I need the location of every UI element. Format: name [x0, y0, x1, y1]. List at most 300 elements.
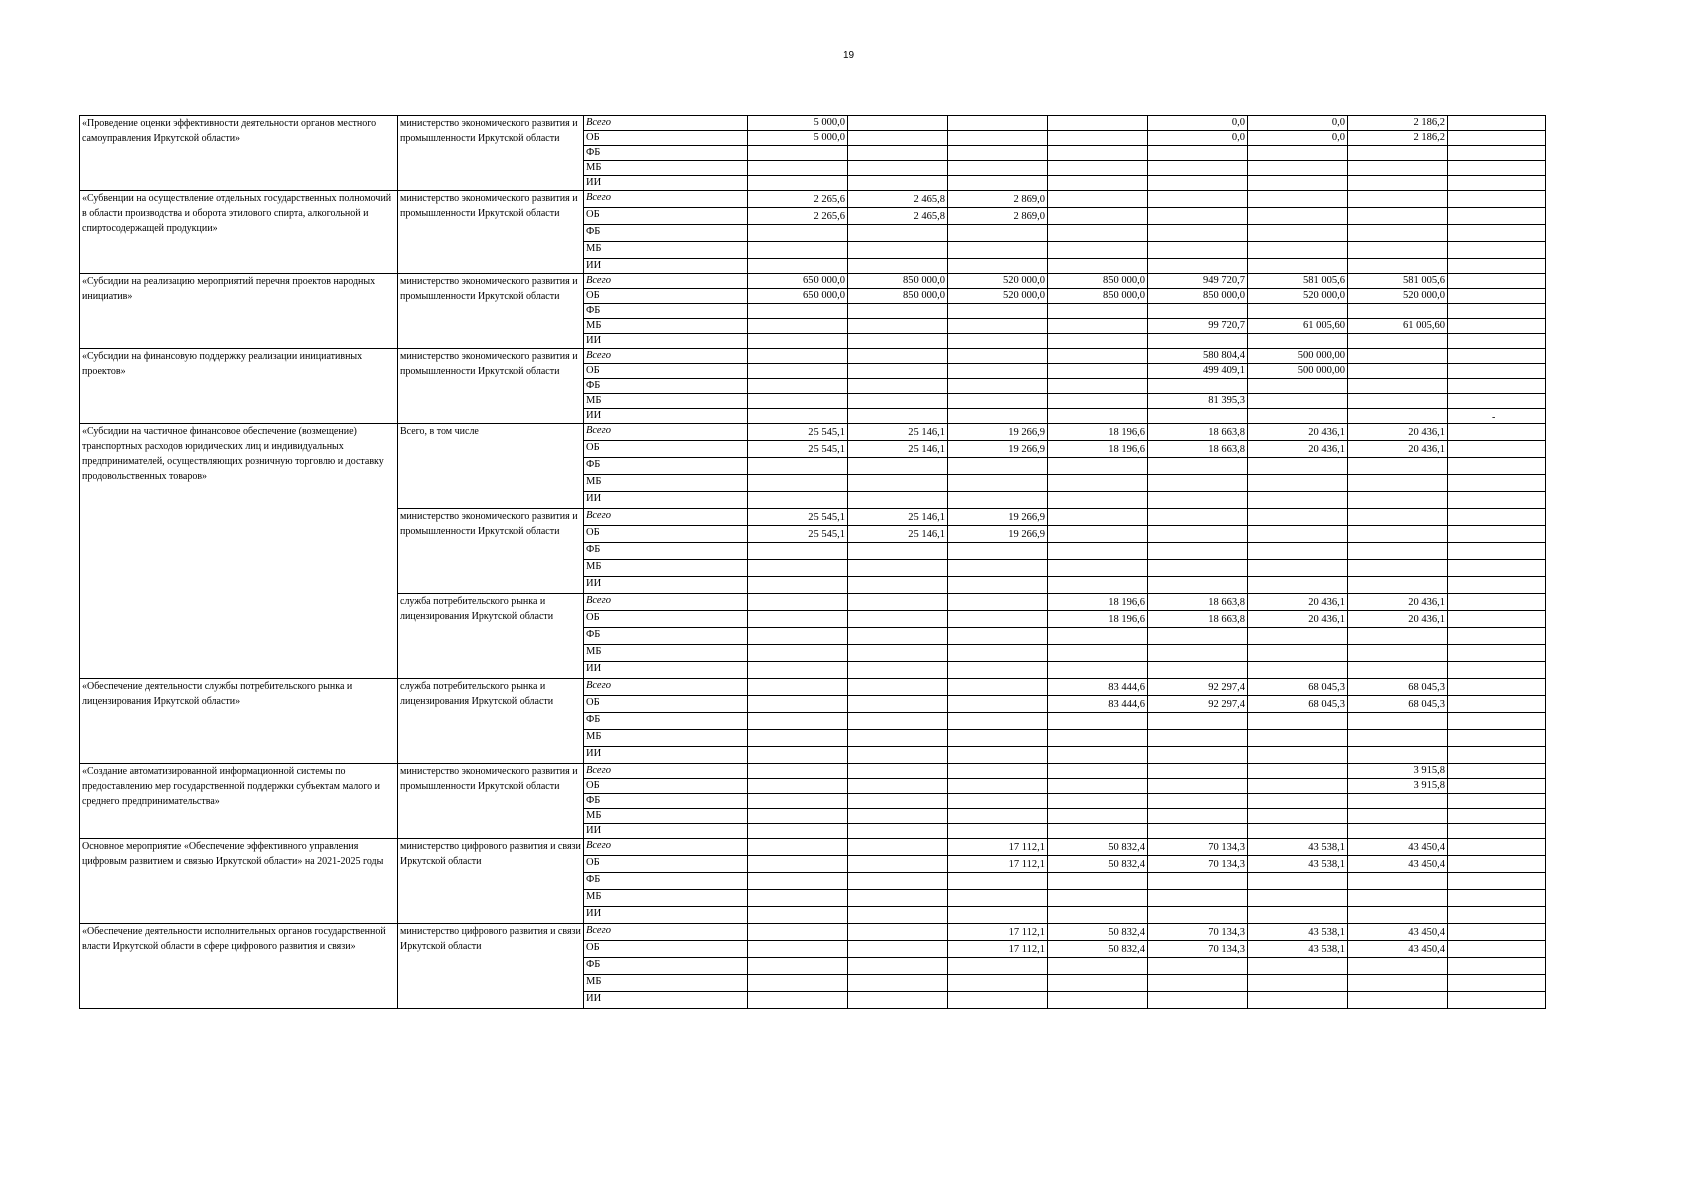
amount-cell: 25 545,1 [748, 424, 848, 441]
amount-cell [1348, 242, 1448, 259]
amount-cell: 499 409,1 [1148, 364, 1248, 379]
amount-cell: 2 265,6 [748, 191, 848, 208]
amount-cell [1348, 628, 1448, 645]
amount-cell [1248, 208, 1348, 225]
amount-cell [1148, 161, 1248, 176]
amount-cell: 0,0 [1248, 116, 1348, 131]
amount-cell [1148, 958, 1248, 975]
amount-cell [848, 116, 948, 131]
amount-cell: 20 436,1 [1348, 441, 1448, 458]
amount-cell [1348, 259, 1448, 274]
amount-cell [1448, 611, 1546, 628]
amount-cell: 500 000,00 [1248, 349, 1348, 364]
amount-cell [1348, 409, 1448, 424]
amount-cell: 92 297,4 [1148, 679, 1248, 696]
amount-cell [1448, 958, 1546, 975]
amount-cell [1248, 394, 1348, 409]
amount-cell [748, 794, 848, 809]
funding-source: ИИ [584, 747, 748, 764]
amount-cell [748, 475, 848, 492]
amount-cell [848, 824, 948, 839]
amount-cell [848, 349, 948, 364]
funding-source: Всего [584, 924, 748, 941]
executor-name: министерство экономического развития и промышленности Иркутской области [398, 509, 584, 594]
amount-cell [948, 176, 1048, 191]
amount-cell [948, 890, 1048, 907]
amount-cell: 581 005,6 [1248, 274, 1348, 289]
funding-source: МБ [584, 645, 748, 662]
amount-cell [1048, 526, 1148, 543]
amount-cell [1048, 225, 1148, 242]
funding-source: МБ [584, 975, 748, 992]
amount-cell [1048, 379, 1148, 394]
funding-source: ИИ [584, 409, 748, 424]
amount-cell: 68 045,3 [1248, 679, 1348, 696]
amount-cell [1148, 713, 1248, 730]
amount-cell: 43 538,1 [1248, 924, 1348, 941]
amount-cell [1348, 364, 1448, 379]
amount-cell [1248, 873, 1348, 890]
amount-cell [848, 856, 948, 873]
amount-cell [948, 492, 1048, 509]
amount-cell: 850 000,0 [848, 289, 948, 304]
amount-cell [1048, 116, 1148, 131]
amount-cell [1048, 191, 1148, 208]
amount-cell [848, 779, 948, 794]
funding-source: ОБ [584, 941, 748, 958]
amount-cell [848, 730, 948, 747]
amount-cell [948, 594, 1048, 611]
amount-cell [948, 809, 1048, 824]
funding-source: ФБ [584, 628, 748, 645]
amount-cell [1448, 131, 1546, 146]
amount-cell [1248, 146, 1348, 161]
amount-cell [1148, 458, 1248, 475]
amount-cell [1148, 409, 1248, 424]
amount-cell [1448, 191, 1546, 208]
amount-cell [1048, 409, 1148, 424]
amount-cell: 25 146,1 [848, 509, 948, 526]
amount-cell [1248, 191, 1348, 208]
amount-cell: 500 000,00 [1248, 364, 1348, 379]
amount-cell [1448, 379, 1546, 394]
amount-cell [1148, 492, 1248, 509]
funding-source: ФБ [584, 873, 748, 890]
amount-cell [1248, 304, 1348, 319]
measure-name: «Субсидии на реализацию мероприятий перечня проектов народных инициатив» [80, 274, 398, 349]
funding-source: ИИ [584, 992, 748, 1009]
funding-source: ФБ [584, 543, 748, 560]
amount-cell [1348, 794, 1448, 809]
amount-cell [1048, 873, 1148, 890]
amount-cell [1048, 304, 1148, 319]
amount-cell: 3 915,8 [1348, 764, 1448, 779]
amount-cell [1148, 992, 1248, 1009]
amount-cell: 2 186,2 [1348, 131, 1448, 146]
amount-cell: 17 112,1 [948, 856, 1048, 873]
amount-cell [1148, 907, 1248, 924]
amount-cell [1048, 713, 1148, 730]
amount-cell [1448, 662, 1546, 679]
amount-cell [748, 242, 848, 259]
funding-source: ФБ [584, 958, 748, 975]
amount-cell: 61 005,60 [1348, 319, 1448, 334]
amount-cell [948, 458, 1048, 475]
amount-cell [1348, 809, 1448, 824]
amount-cell [1248, 730, 1348, 747]
amount-cell [1048, 492, 1148, 509]
amount-cell [1248, 975, 1348, 992]
executor-name: министерство экономического развития и промышленности Иркутской области [398, 191, 584, 274]
amount-cell [1248, 713, 1348, 730]
amount-cell [1348, 890, 1448, 907]
funding-source: ОБ [584, 208, 748, 225]
amount-cell [1448, 679, 1546, 696]
amount-cell [1048, 747, 1148, 764]
amount-cell [1048, 509, 1148, 526]
amount-cell [948, 146, 1048, 161]
amount-cell [748, 992, 848, 1009]
amount-cell [1248, 560, 1348, 577]
amount-cell: 520 000,0 [948, 274, 1048, 289]
amount-cell: 50 832,4 [1048, 856, 1148, 873]
amount-cell [1448, 146, 1546, 161]
amount-cell [1448, 594, 1546, 611]
amount-cell [1048, 824, 1148, 839]
amount-cell [848, 492, 948, 509]
amount-cell [1148, 779, 1248, 794]
amount-cell [748, 907, 848, 924]
amount-cell: 99 720,7 [1148, 319, 1248, 334]
amount-cell [1448, 319, 1546, 334]
measure-name: Основное мероприятие «Обеспечение эффективного управления цифровым развитием и связью Иркутской области» на 2021-2025 годы [80, 839, 398, 924]
amount-cell: 19 266,9 [948, 441, 1048, 458]
amount-cell [1348, 208, 1448, 225]
amount-cell: 25 146,1 [848, 441, 948, 458]
amount-cell [1248, 907, 1348, 924]
amount-cell [1048, 890, 1148, 907]
amount-cell [1148, 794, 1248, 809]
funding-source: ИИ [584, 577, 748, 594]
amount-cell [748, 730, 848, 747]
funding-source: ОБ [584, 696, 748, 713]
amount-cell [748, 334, 848, 349]
amount-cell: 25 545,1 [748, 526, 848, 543]
amount-cell [848, 992, 948, 1009]
amount-cell [848, 146, 948, 161]
table-row [80, 116, 1546, 131]
amount-cell [848, 560, 948, 577]
amount-cell [1348, 176, 1448, 191]
amount-cell: 5 000,0 [748, 131, 848, 146]
amount-cell [1448, 873, 1546, 890]
amount-cell [1448, 208, 1546, 225]
amount-cell [1248, 334, 1348, 349]
amount-cell [1148, 628, 1248, 645]
funding-source: ИИ [584, 259, 748, 274]
amount-cell [1448, 334, 1546, 349]
amount-cell: 18 196,6 [1048, 611, 1148, 628]
amount-cell [1148, 509, 1248, 526]
amount-cell: 83 444,6 [1048, 679, 1148, 696]
amount-cell: 19 266,9 [948, 526, 1048, 543]
amount-cell [848, 764, 948, 779]
funding-source: ИИ [584, 662, 748, 679]
funding-source: ОБ [584, 856, 748, 873]
amount-cell [1448, 856, 1546, 873]
amount-cell [1348, 577, 1448, 594]
amount-cell [848, 577, 948, 594]
amount-cell [948, 577, 1048, 594]
amount-cell [1148, 208, 1248, 225]
amount-cell [748, 747, 848, 764]
amount-cell [948, 975, 1048, 992]
amount-cell [1048, 364, 1148, 379]
amount-cell [1248, 458, 1348, 475]
amount-cell [1048, 560, 1148, 577]
amount-cell [1348, 334, 1448, 349]
amount-cell [1448, 289, 1546, 304]
funding-source: Всего [584, 191, 748, 208]
amount-cell: 2 465,8 [848, 191, 948, 208]
amount-cell [1248, 379, 1348, 394]
amount-cell [1248, 662, 1348, 679]
funding-source: Всего [584, 679, 748, 696]
amount-cell: 20 436,1 [1348, 611, 1448, 628]
amount-cell [848, 594, 948, 611]
funding-source: ОБ [584, 289, 748, 304]
funding-source: ОБ [584, 441, 748, 458]
funding-source: ОБ [584, 526, 748, 543]
funding-source: МБ [584, 560, 748, 577]
amount-cell: 81 395,3 [1148, 394, 1248, 409]
amount-cell [848, 131, 948, 146]
amount-cell [1348, 873, 1448, 890]
amount-cell [748, 924, 848, 941]
amount-cell [1248, 543, 1348, 560]
amount-cell [1348, 304, 1448, 319]
amount-cell [1048, 907, 1148, 924]
amount-cell: 17 112,1 [948, 839, 1048, 856]
amount-cell [1048, 349, 1148, 364]
amount-cell [948, 116, 1048, 131]
amount-cell [748, 458, 848, 475]
amount-cell [1348, 713, 1448, 730]
amount-cell [848, 696, 948, 713]
amount-cell [1148, 730, 1248, 747]
amount-cell: 520 000,0 [1248, 289, 1348, 304]
funding-source: ФБ [584, 225, 748, 242]
amount-cell [748, 628, 848, 645]
amount-cell [1448, 992, 1546, 1009]
amount-cell: 92 297,4 [1148, 696, 1248, 713]
amount-cell [1448, 890, 1546, 907]
amount-cell: 0,0 [1148, 116, 1248, 131]
amount-cell [1048, 794, 1148, 809]
amount-cell [748, 611, 848, 628]
table-row [80, 191, 1546, 208]
amount-cell [848, 334, 948, 349]
amount-cell [1448, 543, 1546, 560]
amount-cell [1448, 764, 1546, 779]
amount-cell [848, 839, 948, 856]
amount-cell [1348, 146, 1448, 161]
amount-cell [848, 259, 948, 274]
amount-cell [1148, 304, 1248, 319]
amount-cell: 25 545,1 [748, 509, 848, 526]
amount-cell [848, 409, 948, 424]
amount-cell [948, 161, 1048, 176]
amount-cell [1148, 662, 1248, 679]
amount-cell [748, 492, 848, 509]
amount-cell [1048, 730, 1148, 747]
amount-cell [948, 696, 1048, 713]
amount-cell [1448, 794, 1546, 809]
funding-source: МБ [584, 890, 748, 907]
amount-cell [1448, 730, 1546, 747]
funding-source: МБ [584, 475, 748, 492]
amount-cell [848, 924, 948, 941]
funding-source: Всего [584, 839, 748, 856]
amount-cell [748, 958, 848, 975]
amount-cell: 850 000,0 [1148, 289, 1248, 304]
amount-cell [1448, 304, 1546, 319]
amount-cell [748, 662, 848, 679]
amount-cell [748, 379, 848, 394]
amount-cell: 43 450,4 [1348, 856, 1448, 873]
amount-cell [1448, 176, 1546, 191]
amount-cell [1148, 873, 1248, 890]
executor-name: служба потребительского рынка и лицензирования Иркутской области [398, 594, 584, 679]
amount-cell [1448, 628, 1546, 645]
funding-source: ОБ [584, 364, 748, 379]
amount-cell [948, 242, 1048, 259]
funding-source: Всего [584, 424, 748, 441]
amount-cell [948, 304, 1048, 319]
amount-cell [948, 225, 1048, 242]
amount-cell: 520 000,0 [1348, 289, 1448, 304]
amount-cell [848, 679, 948, 696]
amount-cell [948, 379, 1048, 394]
amount-cell: 25 146,1 [848, 526, 948, 543]
amount-cell [1148, 560, 1248, 577]
amount-cell [1348, 645, 1448, 662]
amount-cell [748, 409, 848, 424]
amount-cell [848, 304, 948, 319]
amount-cell [1148, 242, 1248, 259]
amount-cell [1448, 509, 1546, 526]
amount-cell: 70 134,3 [1148, 856, 1248, 873]
amount-cell [1448, 809, 1546, 824]
amount-cell [1048, 475, 1148, 492]
amount-cell [1348, 975, 1448, 992]
amount-cell [948, 319, 1048, 334]
amount-cell [948, 475, 1048, 492]
amount-cell [1348, 349, 1448, 364]
amount-cell: 20 436,1 [1248, 441, 1348, 458]
amount-cell: 68 045,3 [1348, 696, 1448, 713]
amount-cell [748, 176, 848, 191]
amount-cell [748, 873, 848, 890]
amount-cell [848, 628, 948, 645]
funding-source: МБ [584, 242, 748, 259]
measure-name: «Обеспечение деятельности исполнительных органов государственной власти Иркутской области в сфере цифрового развития и связи» [80, 924, 398, 1009]
amount-cell: 0,0 [1148, 131, 1248, 146]
amount-cell: 43 538,1 [1248, 839, 1348, 856]
amount-cell: 17 112,1 [948, 941, 1048, 958]
amount-cell [748, 764, 848, 779]
amount-cell [948, 764, 1048, 779]
amount-cell [848, 941, 948, 958]
executor-name: Всего, в том числе [398, 424, 584, 509]
funding-source: Всего [584, 594, 748, 611]
amount-cell [948, 873, 1048, 890]
amount-cell [1448, 116, 1546, 131]
amount-cell [948, 747, 1048, 764]
amount-cell [848, 543, 948, 560]
amount-cell: 520 000,0 [948, 289, 1048, 304]
amount-cell [1048, 131, 1148, 146]
amount-cell [1248, 176, 1348, 191]
amount-cell [1248, 259, 1348, 274]
amount-cell [748, 577, 848, 594]
amount-cell: 850 000,0 [848, 274, 948, 289]
amount-cell [848, 364, 948, 379]
amount-cell [1048, 334, 1148, 349]
amount-cell: 20 436,1 [1248, 611, 1348, 628]
amount-cell [1448, 560, 1546, 577]
amount-cell: 580 804,4 [1148, 349, 1248, 364]
amount-cell [1448, 779, 1546, 794]
amount-cell [1348, 161, 1448, 176]
funding-source: ФБ [584, 146, 748, 161]
amount-cell [1248, 890, 1348, 907]
funding-source: Всего [584, 509, 748, 526]
amount-cell [948, 958, 1048, 975]
amount-cell [848, 975, 948, 992]
amount-cell [748, 161, 848, 176]
funding-source: ИИ [584, 824, 748, 839]
measure-name: «Субсидии на финансовую поддержку реализации инициативных проектов» [80, 349, 398, 424]
amount-cell [748, 146, 848, 161]
amount-cell [1148, 259, 1248, 274]
amount-cell [848, 242, 948, 259]
amount-cell [1248, 242, 1348, 259]
amount-cell [948, 730, 1048, 747]
amount-cell [1448, 364, 1546, 379]
amount-cell [948, 131, 1048, 146]
amount-cell [1248, 809, 1348, 824]
amount-cell [1248, 628, 1348, 645]
funding-source: ФБ [584, 379, 748, 394]
amount-cell [1448, 907, 1546, 924]
amount-cell: 18 663,8 [1148, 594, 1248, 611]
amount-cell: 850 000,0 [1048, 274, 1148, 289]
amount-cell: 70 134,3 [1148, 941, 1248, 958]
amount-cell [748, 679, 848, 696]
amount-cell [1048, 394, 1148, 409]
amount-cell [1248, 225, 1348, 242]
amount-cell [948, 611, 1048, 628]
amount-cell [1348, 492, 1448, 509]
table-row [80, 764, 1546, 779]
amount-cell [1448, 475, 1546, 492]
table-row [80, 924, 1546, 941]
amount-cell [1348, 191, 1448, 208]
amount-cell: 68 045,3 [1348, 679, 1448, 696]
amount-cell [1148, 890, 1248, 907]
amount-cell [948, 794, 1048, 809]
